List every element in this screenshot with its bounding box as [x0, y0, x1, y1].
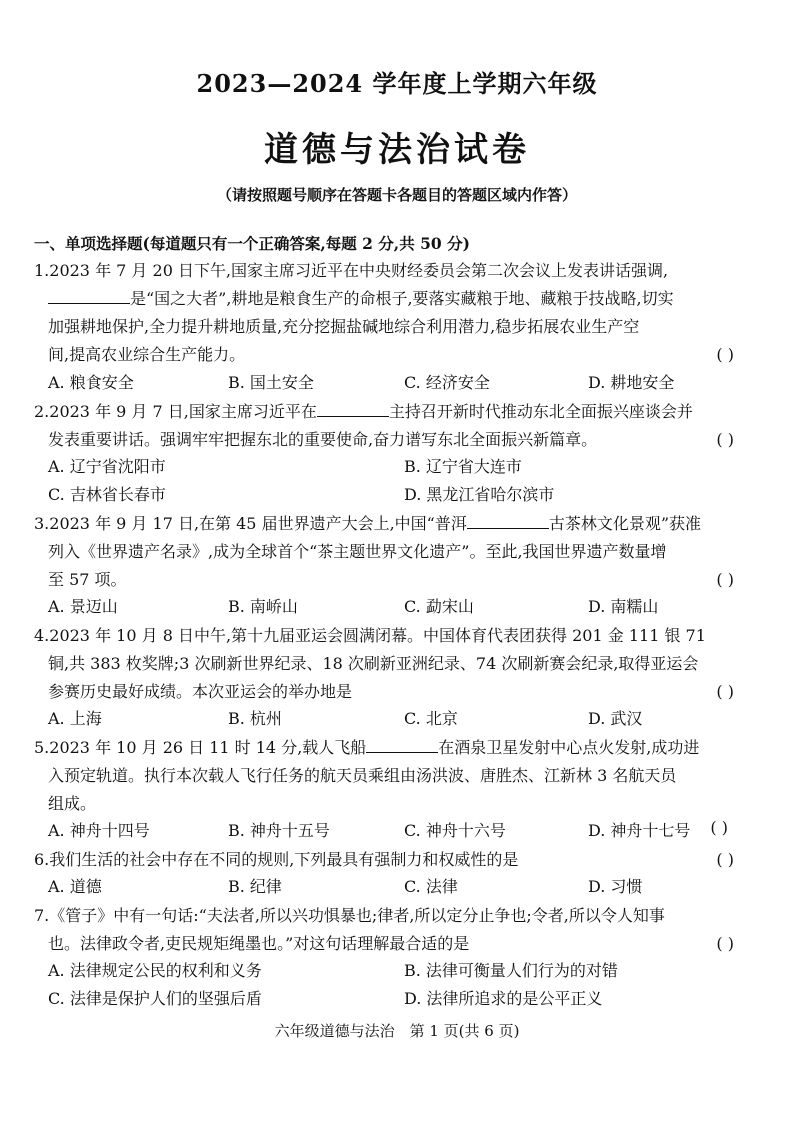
question-text: 加强耕地保护,全力提升耕地质量,充分挖掘盐碱地综合利用潜力,稳步拓展农业生产空 — [48, 317, 640, 336]
question-number: 3. — [34, 514, 50, 533]
question-text: 是“国之大者”,耕地是粮食生产的命根子,要落实藏粮于地、藏粮于技战略,切实 — [130, 289, 674, 308]
question-text: 铜,共 383 枚奖牌;3 次刷新世界纪录、18 次刷新亚洲纪录、74 次刷新赛会纪录,取得亚运会 — [48, 654, 699, 673]
option-c: C. 勐宋山 — [404, 597, 474, 616]
question-7 — [34, 902, 734, 958]
question-4 — [34, 622, 734, 706]
fill-blank — [317, 398, 389, 417]
answer-paren: ( ) — [716, 570, 734, 589]
question-text: 至 57 项。 — [48, 570, 127, 589]
option-d: D. 耕地安全 — [588, 373, 675, 392]
options-q4 — [48, 706, 728, 734]
answer-paren: ( ) — [716, 934, 734, 953]
option-c: C. 神舟十六号 — [404, 821, 506, 840]
question-text: 2023 年 10 月 8 日中午,第十九届亚运会圆满闭幕。中国体育代表团获得 201 金 111 银 71 — [49, 626, 706, 645]
question-text: 组成。 — [48, 794, 97, 813]
option-b: B. 杭州 — [228, 709, 282, 728]
option-d: D. 习惯 — [588, 877, 643, 896]
question-number: 1. — [34, 261, 50, 280]
option-c: C. 北京 — [404, 709, 458, 728]
answer-paren: ( ) — [716, 850, 734, 869]
question-2 — [34, 398, 734, 454]
question-text: 《管子》中有一句话:“夫法者,所以兴功惧暴也;律者,所以定分止争也;令者,所以令人知事 — [49, 906, 665, 925]
question-text: 在酒泉卫星发射中心点火发射,成功进 — [438, 738, 700, 757]
question-6 — [34, 846, 734, 874]
answer-instruction: （请按照题号顺序在答题卡各题目的答题区域内作答） — [216, 186, 577, 204]
question-number: 6. — [34, 850, 50, 869]
options-q2-row1 — [48, 454, 728, 482]
question-5 — [34, 734, 734, 818]
option-d: D. 黑龙江省哈尔滨市 — [404, 485, 555, 504]
options-q3 — [48, 594, 728, 622]
answer-paren: ( ) — [716, 682, 734, 701]
answer-paren: ( ) — [716, 345, 734, 364]
question-number: 5. — [34, 738, 50, 757]
option-a: A. 辽宁省沈阳市 — [48, 457, 166, 476]
question-text: 列入《世界遗产名录》,成为全球首个“茶主题世界文化遗产”。至此,我国世界遗产数量增 — [48, 542, 667, 561]
section-heading: 一、单项选择题(每道题只有一个正确答案,每题 2 分,共 50 分) — [34, 234, 470, 253]
fill-blank — [366, 734, 438, 753]
question-text: 2023 年 7 月 20 日下午,国家主席习近平在中央财经委员会第二次会议上发表讲话强调, — [49, 261, 669, 280]
exam-title: 道德与法治试卷 — [264, 130, 530, 170]
answer-paren: ( ) — [710, 818, 728, 837]
answer-paren: ( ) — [716, 430, 734, 449]
question-number: 2. — [34, 402, 50, 421]
question-number: 4. — [34, 626, 50, 645]
option-b: B. 法律可衡量人们行为的对错 — [404, 961, 618, 980]
question-number: 7. — [34, 906, 50, 925]
question-text: 古茶林文化景观”获准 — [548, 514, 702, 533]
option-d: D. 南糯山 — [588, 597, 659, 616]
option-a: A. 景迈山 — [48, 597, 118, 616]
option-d: D. 法律所追求的是公平正义 — [404, 989, 603, 1008]
question-text: 2023 年 9 月 7 日,国家主席习近平在 — [49, 402, 317, 421]
page-footer: 六年级道德与法治 第 1 页(共 6 页) — [274, 1022, 520, 1040]
option-c: C. 法律 — [404, 877, 458, 896]
option-b: B. 纪律 — [228, 877, 282, 896]
option-a: A. 法律规定公民的权利和义务 — [48, 961, 262, 980]
options-q7-row2 — [48, 986, 728, 1014]
fill-blank — [467, 510, 549, 529]
option-b: B. 南峤山 — [228, 597, 298, 616]
question-text: 参赛历史最好成绩。本次亚运会的举办地是 — [48, 682, 353, 701]
options-q6 — [48, 874, 728, 902]
question-text: 主持召开新时代推动东北全面振兴座谈会并 — [388, 402, 693, 421]
question-text: 发表重要讲话。强调牢牢把握东北的重要使命,奋力谱写东北全面振兴新篇章。 — [48, 430, 598, 449]
question-text: 2023 年 10 月 26 日 11 时 14 分,载人飞船 — [49, 738, 367, 757]
fill-blank — [48, 285, 130, 304]
option-a: A. 道德 — [48, 877, 102, 896]
option-b: B. 神舟十五号 — [228, 821, 330, 840]
option-c: C. 吉林省长春市 — [48, 485, 166, 504]
option-a: A. 神舟十四号 — [48, 821, 150, 840]
option-a: A. 上海 — [48, 709, 102, 728]
exam-year-line: 2023—2024 学年度上学期六年级 — [196, 69, 598, 98]
options-q7-row1 — [48, 958, 728, 986]
question-text: 间,提高农业综合生产能力。 — [48, 345, 246, 364]
question-1 — [34, 257, 734, 369]
option-c: C. 法律是保护人们的坚强后盾 — [48, 989, 262, 1008]
question-text: 入预定轨道。执行本次载人飞行任务的航天员乘组由汤洪波、唐胜杰、江新林 3 名航天员 — [48, 766, 677, 785]
option-d: D. 神舟十七号 — [588, 821, 691, 840]
question-text: 2023 年 9 月 17 日,在第 45 届世界遗产大会上,中国“普洱 — [49, 514, 467, 533]
option-c: C. 经济安全 — [404, 373, 490, 392]
options-q1 — [48, 370, 728, 398]
option-d: D. 武汉 — [588, 709, 643, 728]
option-a: A. 粮食安全 — [48, 373, 134, 392]
options-q2-row2 — [48, 482, 728, 510]
question-3 — [34, 510, 734, 594]
option-b: B. 国土安全 — [228, 373, 314, 392]
question-text: 也。法律政令者,吏民规矩绳墨也。”对这句话理解最合适的是 — [48, 934, 470, 953]
question-text: 我们生活的社会中存在不同的规则,下列最具有强制力和权威性的是 — [49, 850, 519, 869]
options-q5 — [48, 818, 728, 846]
option-b: B. 辽宁省大连市 — [404, 457, 522, 476]
